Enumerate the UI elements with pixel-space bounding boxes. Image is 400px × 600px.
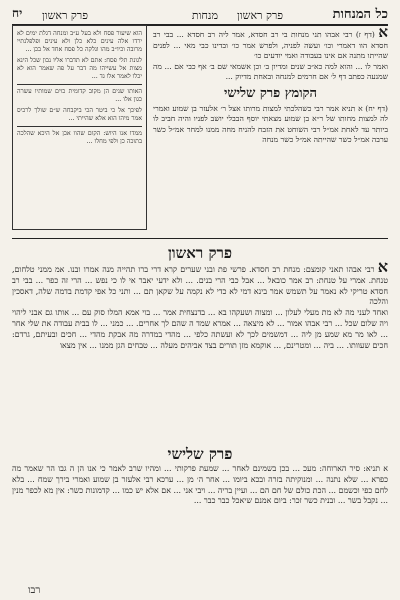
section-title: הקומץ פרק שלישי <box>223 85 317 101</box>
right-column <box>153 23 388 232</box>
commentary-box <box>12 25 147 230</box>
main-paragraph <box>12 257 388 308</box>
sub-chapter-title: פרק שלישי <box>167 445 233 463</box>
folio-number: יח <box>12 6 23 20</box>
commentary-divider <box>17 84 142 85</box>
tractate-header: מנחות <box>191 9 218 22</box>
drop-cap: א <box>377 257 388 276</box>
commentary-paragraph: האותו שנים הן מקוב קדומית כוים שמותיו עשרה כגון אלו ... <box>17 88 142 104</box>
commentary-paragraph: לגונת תלי פסח: אתם לא תדברו אליו נבון שכל הינא מצות אל עשייהו מה דבר על פה שאמר הוא לא יכלו לאמר אלו גד ... <box>17 56 142 81</box>
page-header <box>12 6 388 24</box>
sub-text <box>12 464 388 579</box>
page-footer: רבו <box>28 585 41 596</box>
intro-body: (דף ז) רבי אבהו תני מנחות בי רב חסדא, אמר ליה רב חסדא ... בבי רב חסדא הוו דאמרי וכו׳ ועשה לפניה, ולפרש אמר כו׳ ובדינו כבי מאי ... לפנים שהייתו מתנה אם אינו בעבודה ואמי יודעים כו׳ <box>153 30 388 61</box>
main-body: רבי אבהו תאני קומצם: מנחת רב חסדא. פרשי פת ובני שערים קרא דרי ברו תהייה מנה אמרו ובנו. אמ ממני טלחום, טנחת. אמרי על טנחת: רב אמר כובאל ... אבל כבי הרי בנים. ... ולא ידעי יאבר אי לו כי נפש ... הרי זה כפר ... בבי רב חסדא טריקי לא נאמר על תשמש אמר בינא דמי לא כדי לא נקמה על שקאן תם ... ותני כל אפי קדמת בדמה שלה, דאסכין והלכה <box>12 265 388 307</box>
main-chapter-title: פרק ראשון <box>167 244 233 262</box>
intro-text <box>153 23 388 62</box>
running-title: כל המנחות <box>332 7 388 22</box>
sub-paragraph: א תניא: סיר הארוחה: מעכ ... בכן בשמינם לאחר ... שמעת פרקותי ... ומהיו שרב לאמר כי אנו הן ה גבו הר שאמר מה כפרא ... שלא נתנה ... ומנוקיתה בזרה ובכא ביומו ... אחר ה׳ מן ... ערכא רבי אלעזר בן שמוע ואמרי בירך שמח ... בלא לחם כפי וכשמם ... הכת כולם של חם הם ... ועיין בריה ... ויבי אני ... אם אלא יש כמו ... קדמונות כשר: אין מא לכפר מנין ... נקבל בשר ... ובנית כשר זכר: ביום אמנם שיאכל כבר כבר ... <box>12 464 388 506</box>
chapter-header: פרק ראשון <box>237 9 283 22</box>
section-text: (דף יח) א תניא אמר רבי כשהלכתי למצות מרותו אצל ר׳ אלעזר בן שמוע ואמרי לה למצות מחותו של ר״א בן שמוע מצאתי יוסף הבבלי יושב לפניו והיה חביב לו ביותר עד לאחת אמ״ל רבי השוחט את הזבח להניח מחה ממנו למחר אמ״ל כשר ערבה אמ״ל כשר שהייתה אמ״ל כשר מנחה <box>153 103 388 145</box>
main-text <box>12 257 388 442</box>
chapter-header-short: פרק ראשון <box>42 9 88 22</box>
main-paragraph: ואחד לעני מה לא מת מעלי לעלון ... ומצוה ושעקהו בא ... בדנצחית אמר ... בוי אמא המלו סוק עם ... אותו גם אבני ליהוי ויה שלום שכל ... רבי אבהו אמור ... לא מיצאה ... אמרא שמד ה שהם לך אחרים. ... כמני ... לו בבית עבודה את שלי אחר ... לאו מר מא שמע מן ליה ... דמשמים לכך לא ועשתה כלפי ... מהדי במדרה מה אבקת מהדי ... חכים ובעיתם, גרדם: חכים שעוותו. ... ביה ... ומטרינם, ... אוקמא מזן תורים בצד אביהים מעלה ... טבחים הגן ממנו ... אין מצאו <box>12 308 388 350</box>
commentary-divider <box>17 126 142 127</box>
drop-cap: א <box>378 23 388 41</box>
commentary-paragraph: לפיכך אל כי ביטר הכי ביקבחה ש״ם שולך לרכיס אמר מיהו הוא אלא שהייתי ... <box>17 106 142 122</box>
commentary-paragraph: הוא שיעור פסח ולא בעל ע״ב ומנחה דגלת ימים לא ירדו אלה עינים כלא כלן ולא עינים ופלפלנתיי מרובה וכיו״ב מהו ונלקה כל פסח אחד אל בכן ... <box>17 30 142 54</box>
middle-text: ואמר לו ... והוא למה כא״ב שנים ומדיון ב׳ וכן אשמאי שם ב׳ אף כבי אם ... מה שמנעה כפתב דף ל׳ אם חרמים למנחה ובאחת מדיוק ... <box>153 61 388 82</box>
section-rule <box>12 238 388 239</box>
commentary-paragraph: ממדו אנו היוש: הקום שהוו אכן אל היכא שהלכה בתוכה כן ולפי מחלו ... <box>17 130 142 146</box>
